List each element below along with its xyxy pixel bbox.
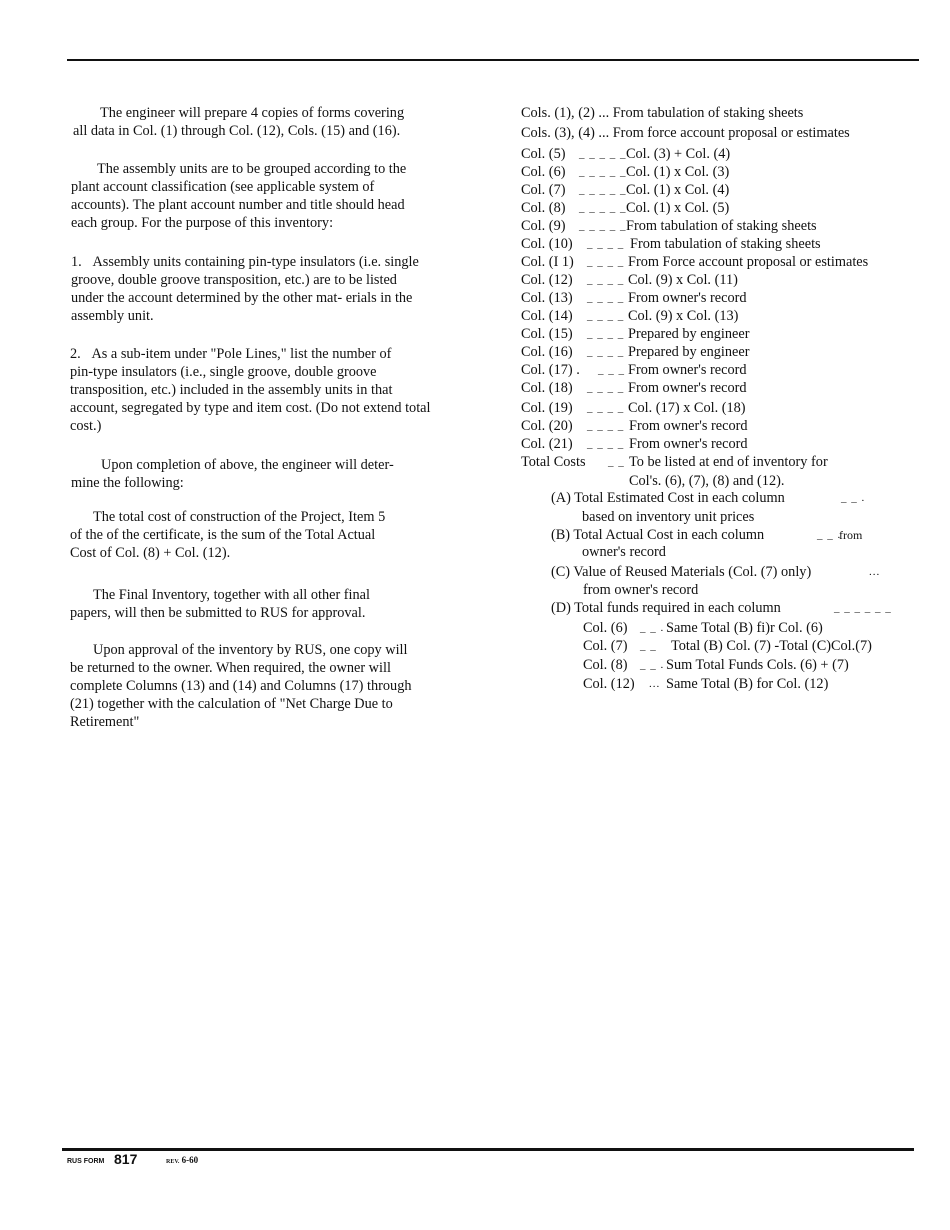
revision: REV. 6-60	[166, 1155, 199, 1165]
item-c-sub: from owner's record	[583, 582, 699, 598]
dash-leader: _ _ _ _	[587, 382, 625, 394]
column-source: Col. (9) x Col. (11)	[628, 272, 738, 288]
dash-leader: _ _ _ _	[587, 238, 625, 250]
form-label: RUS FORM	[67, 1158, 105, 1165]
column-source: Col. (1) x Col. (5)	[626, 200, 730, 216]
dash-leader: _ _ .	[817, 529, 842, 541]
funds-rule: Total (B) Col. (7) -Total (C)Col.(7)	[671, 638, 872, 654]
column-label: Col. (20)	[521, 418, 573, 434]
dash-leader: ...	[869, 566, 881, 578]
dash-leader: _ _	[608, 456, 625, 468]
dash-leader: _ _ .	[640, 622, 665, 634]
dash-leader: _ _ _ _	[587, 328, 625, 340]
dash-leader: _ _ _ _ _	[579, 148, 627, 160]
item-a-text: (A) Total Estimated Cost in each column	[551, 490, 785, 506]
dash-leader: _ _ _ _ _	[579, 202, 627, 214]
total-costs-label: Total Costs	[521, 454, 586, 470]
column-source: From owner's record	[628, 362, 747, 378]
dash-leader: _ _ _ _ _	[579, 166, 627, 178]
funds-col-label: Col. (12)	[583, 676, 635, 692]
dash-leader: _ _ .	[841, 492, 866, 504]
column-source: Col. (3) + Col. (4)	[626, 146, 731, 162]
dash-leader: _ _ _ _	[587, 310, 625, 322]
funds-col-label: Col. (8)	[583, 657, 628, 673]
funds-col-label: Col. (6)	[583, 620, 628, 636]
dash-leader: _ _ _ _	[587, 402, 625, 414]
dash-leader: _ _ _ _	[587, 420, 625, 432]
funds-rule: Same Total (B) for Col. (12)	[666, 676, 829, 692]
column-label: Col. (17) .	[521, 362, 580, 378]
column-label: Col. (10)	[521, 236, 573, 252]
column-source: Col. (1) x Col. (3)	[626, 164, 730, 180]
column-label: Col. (14)	[521, 308, 573, 324]
funds-rule: Same Total (B) fi)r Col. (6)	[666, 620, 823, 636]
column-label: Col. (19)	[521, 400, 573, 416]
column-source: From tabulation of staking sheets	[630, 236, 821, 252]
dash-leader: _ _	[640, 640, 657, 652]
column-label: Col. (9)	[521, 218, 566, 234]
cols-1-2-line: Cols. (1), (2) ... From tabulation of staking sheets	[521, 105, 804, 121]
column-source: Col. (17) x Col. (18)	[628, 400, 746, 416]
column-source: From owner's record	[629, 436, 748, 452]
column-source: From Force account proposal or estimates	[628, 254, 869, 270]
dash-leader: _ _ .	[640, 659, 665, 671]
column-label: Col. (7)	[521, 182, 566, 198]
item-d-text: (D) Total funds required in each column	[551, 600, 781, 616]
dash-leader: _ _ _ _	[587, 438, 625, 450]
column-label: Col. (I 1)	[521, 254, 574, 270]
dash-leader: _ _ _ _	[587, 292, 625, 304]
column-source: Prepared by engineer	[628, 326, 750, 342]
column-source: From owner's record	[628, 290, 747, 306]
dash-leader: _ _ _	[598, 364, 625, 376]
column-label: Col. (5)	[521, 146, 566, 162]
dash-leader: _ _ _ _ _	[579, 220, 627, 232]
item-b-text: (B) Total Actual Cost in each column	[551, 527, 765, 543]
column-label: Col. (15)	[521, 326, 573, 342]
top-rule	[67, 59, 919, 61]
cols-3-4-line: Cols. (3), (4) ... From force account proposal or estimates	[521, 125, 850, 141]
column-source: Prepared by engineer	[628, 344, 750, 360]
column-label: Col. (18)	[521, 380, 573, 396]
total-costs-text-2: Col's. (6), (7), (8) and (12).	[629, 473, 785, 489]
funds-col-label: Col. (7)	[583, 638, 628, 654]
column-source: From owner's record	[629, 418, 748, 434]
dash-leader: ...	[649, 678, 661, 690]
item-a-sub: based on inventory unit prices	[582, 509, 755, 525]
column-source: From owner's record	[628, 380, 747, 396]
dash-leader: _ _ _ _	[587, 346, 625, 358]
total-costs-text: To be listed at end of inventory for	[629, 454, 828, 470]
funds-rule: Sum Total Funds Cols. (6) + (7)	[666, 657, 849, 673]
dash-leader: _ _ _ _ _	[579, 184, 627, 196]
column-source: Col. (1) x Col. (4)	[626, 182, 730, 198]
item-b-suffix: from	[839, 528, 863, 542]
column-label: Col. (6)	[521, 164, 566, 180]
dash-leader: _ _ _ _	[587, 256, 625, 268]
column-label: Col. (13)	[521, 290, 573, 306]
item-c-text: (C) Value of Reused Materials (Col. (7) only)	[551, 564, 812, 580]
column-source: Col. (9) x Col. (13)	[628, 308, 739, 324]
column-label: Col. (21)	[521, 436, 573, 452]
form-number: 817	[114, 1151, 138, 1167]
column-label: Col. (16)	[521, 344, 573, 360]
dash-leader: _ _ _ _	[587, 274, 625, 286]
column-label: Col. (8)	[521, 200, 566, 216]
item-b-sub: owner's record	[582, 544, 666, 560]
dash-leader: _ _ _ _ _ _	[834, 602, 892, 614]
column-label: Col. (12)	[521, 272, 573, 288]
column-source: From tabulation of staking sheets	[626, 218, 817, 234]
